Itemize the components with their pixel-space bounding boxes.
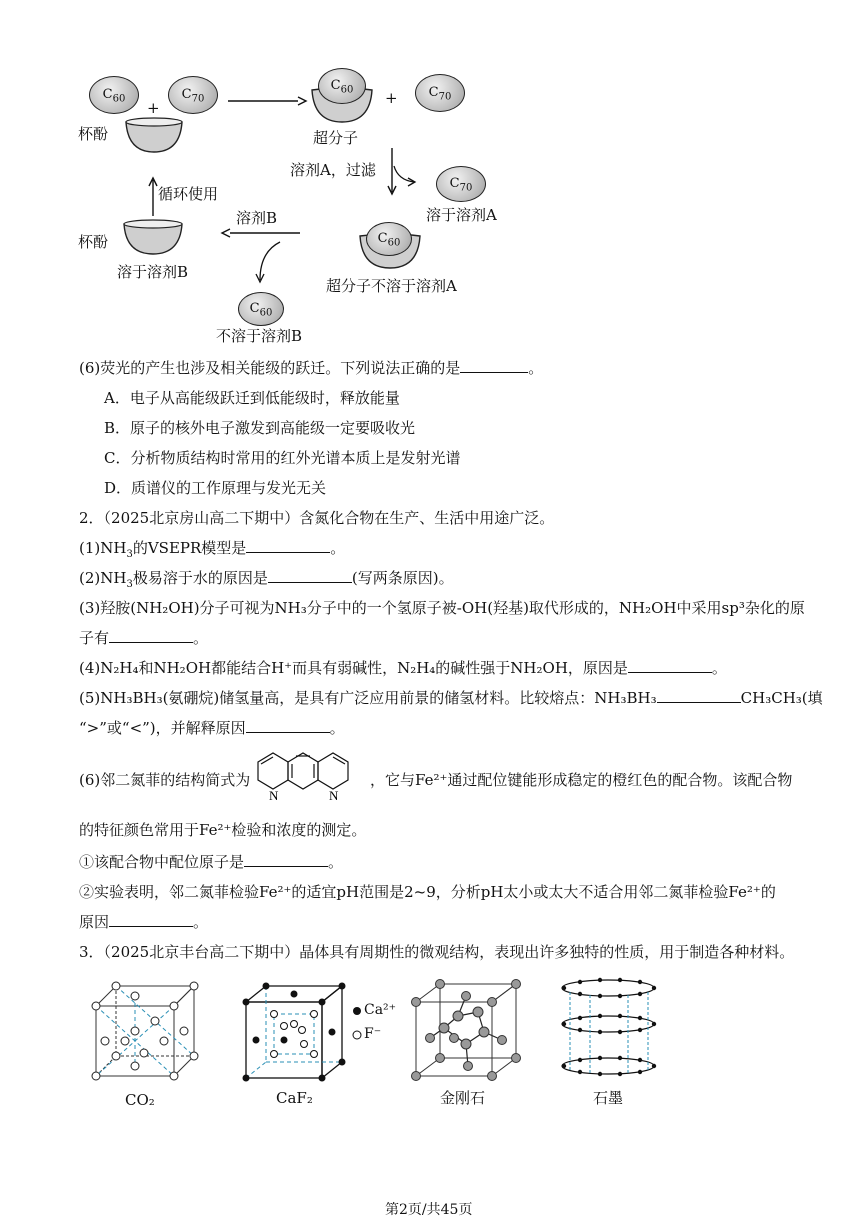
q2-p4-text: (4)N₂H₄和NH₂OH都能结合H⁺而具有弱碱性，N₂H₄的碱性强于NH₂OH，原因是 — [79, 659, 628, 677]
q2-p3-b: 子有 — [79, 629, 110, 647]
c60-label: $C_{60}$ — [249, 301, 273, 319]
q2-part2 — [79, 568, 454, 595]
co2-crystal-structure — [78, 978, 208, 1086]
arrow-down-solvent-a — [386, 148, 426, 200]
solvent-b-label: 溶剂B — [236, 209, 278, 227]
c60-label: $C_{60}$ — [102, 87, 126, 105]
answer-blank[interactable] — [246, 538, 330, 553]
subscript: 60 — [387, 237, 401, 249]
q2-p1-d: 。 — [330, 539, 346, 557]
diamond-crystal-structure — [412, 980, 524, 1080]
q2-p6-f-text: 原因 — [79, 913, 110, 931]
q2-part1 — [79, 538, 345, 565]
calixarene-label-top: 杯酚 — [78, 125, 109, 143]
c60-ball-supra-2 — [366, 222, 412, 256]
q2-p4-end: 。 — [711, 659, 727, 677]
q2-part6-d — [79, 852, 343, 872]
q2-p5-d: 。 — [329, 719, 345, 737]
calixarene-label-left: 杯酚 — [78, 233, 109, 251]
c60-label: $C_{60}$ — [377, 231, 401, 249]
ca-ion-legend-label: Ca²⁺ — [364, 1002, 397, 1018]
option-b: B．原子的核外电子激发到高能级一定要吸收光 — [104, 419, 416, 437]
q2-p2-d: (写两条原因)。 — [351, 569, 454, 587]
option-a: A．电子从高能级跃迁到低能级时，释放能量 — [104, 389, 400, 407]
answer-blank[interactable] — [109, 628, 193, 643]
c60-ball-top — [89, 76, 139, 114]
q1-6-stem — [79, 358, 543, 378]
solvent-a-filter-label: 溶剂A，过滤 — [290, 161, 376, 179]
graphite-structure — [556, 976, 662, 1086]
subscript: 70 — [191, 93, 205, 105]
q3-title: 3．（2025北京丰台高二下期中）晶体具有周期性的微观结构，表现出许多独特的性质，用于制造各种材料。 — [79, 943, 795, 961]
answer-blank[interactable] — [657, 688, 741, 703]
q2-part6-b: ，它与Fe²⁺通过配位键能形成稳定的橙红色的配合物。该配合物 — [370, 771, 793, 789]
q2-p3-c: 。 — [193, 629, 209, 647]
q2-part6-c: 的特征颜色常用于Fe²⁺检验和浓度的测定。 — [79, 821, 367, 839]
arrow-up-recycle — [148, 176, 158, 216]
answer-blank[interactable] — [109, 912, 193, 927]
answer-blank[interactable] — [246, 718, 330, 733]
option-c: C．分析物质结构时常用的红外光谱本质上是发射光谱 — [104, 449, 461, 467]
q2-p6-d-end: 。 — [328, 853, 344, 871]
subscript: 70 — [459, 182, 473, 194]
c70-label: $C_{70}$ — [181, 87, 205, 105]
answer-blank[interactable] — [628, 658, 712, 673]
diamond-label: 金刚石 — [440, 1089, 486, 1107]
f-ion-legend-icon — [352, 1030, 362, 1040]
q1-6-stem-end: 。 — [528, 359, 544, 377]
q2-p2-sub: 3 — [126, 579, 133, 590]
q2-part3-cont — [79, 628, 208, 648]
q2-title: 2．（2025北京房山高二下期中）含氮化合物在生产、生活中用途广泛。 — [79, 509, 555, 527]
f-ion-legend-label: F⁻ — [364, 1026, 382, 1042]
caf2-label: CaF₂ — [276, 1089, 313, 1107]
c60-label: $C_{60}$ — [330, 78, 354, 96]
q2-part3: (3)羟胺(NH₂OH)分子可视为NH₃分子中的一个氢原子被-OH(羟基)取代形成的，NH₂OH中采用sp³杂化的原 — [79, 599, 805, 617]
answer-blank[interactable] — [460, 358, 528, 373]
q2-p5-c: “>”或“<”)，并解释原因 — [79, 719, 246, 737]
q2-part6-e: ②实验表明，邻二氮菲检验Fe²⁺的适宜pH范围是2~9，分析pH太小或太大不适合用邻二氮菲检验Fe²⁺的 — [79, 883, 776, 901]
ca-ion-legend-icon — [352, 1006, 362, 1016]
dissolves-b-label: 溶于溶剂B — [117, 263, 189, 281]
q2-p2-c: 极易溶于水的原因是 — [132, 569, 268, 587]
q1-6-stem-text: (6)荧光的产生也涉及相关能级的跃迁。下列说法正确的是 — [79, 359, 461, 377]
q2-p6-f-end: 。 — [193, 913, 209, 931]
supramolecule-label: 超分子 — [313, 129, 359, 147]
subscript: 60 — [259, 307, 273, 319]
c70-label: $C_{70}$ — [428, 85, 452, 103]
q2-p6-d-text: ①该配合物中配位原子是 — [79, 853, 245, 871]
nitrogen-label-left: N — [269, 788, 279, 803]
page-footer: 第2页/共45页 — [385, 1202, 473, 1218]
plus-sign: + — [385, 89, 398, 107]
arrow-left-solvent-b — [222, 228, 302, 238]
arrow-right-main — [228, 96, 308, 106]
subscript: 70 — [438, 91, 452, 103]
subscript: 60 — [340, 84, 354, 96]
graphite-label: 石墨 — [593, 1089, 624, 1107]
arrow-curve-down — [254, 240, 284, 290]
c60-ball-supra — [318, 68, 366, 104]
calixarene-bowl-left — [122, 218, 184, 260]
phenanthroline-structure — [248, 740, 366, 812]
q2-p2-a: (2)NH — [79, 569, 127, 587]
q2-p1-sub: 3 — [126, 549, 133, 560]
recycle-label: 循环使用 — [158, 185, 219, 203]
plus-sign: + — [147, 99, 160, 117]
co2-label: CO₂ — [125, 1091, 155, 1109]
q2-p5-text: (5)NH₃BH₃(氨硼烷)储氢量高，是具有广泛应用前景的储氢材料。比较熔点：NH₃BH₃ — [79, 689, 657, 707]
q2-p1-a: (1)NH — [79, 539, 127, 557]
q2-p5-b: CH₃CH₃(填 — [740, 689, 823, 707]
c70-dissolves-a-label: 溶于溶剂A — [426, 206, 497, 224]
q2-part6-a: (6)邻二氮菲的结构简式为 — [79, 771, 251, 789]
q2-part6-f — [79, 912, 208, 932]
option-d: D．质谱仪的工作原理与发光无关 — [104, 479, 327, 497]
answer-blank[interactable] — [268, 568, 352, 583]
calixarene-bowl-top — [124, 118, 184, 158]
q2-part5 — [79, 688, 823, 708]
subscript: 60 — [112, 93, 126, 105]
c70-ball-dissolved — [436, 166, 486, 202]
caf2-crystal-structure — [244, 984, 356, 1080]
c60-ball-bottom — [238, 292, 284, 326]
c70-ball-top — [168, 76, 218, 114]
q2-part4 — [79, 658, 727, 678]
q2-p1-c: 的VSEPR模型是 — [132, 539, 247, 557]
c70-ball-right — [415, 74, 465, 112]
supra-insoluble-a-label: 超分子不溶于溶剂A — [326, 277, 457, 295]
c60-insoluble-b-label: 不溶于溶剂B — [216, 327, 303, 345]
answer-blank[interactable] — [244, 852, 328, 867]
c70-label: $C_{70}$ — [449, 176, 473, 194]
q2-part5-cont — [79, 718, 345, 738]
nitrogen-label-right: N — [329, 788, 339, 803]
